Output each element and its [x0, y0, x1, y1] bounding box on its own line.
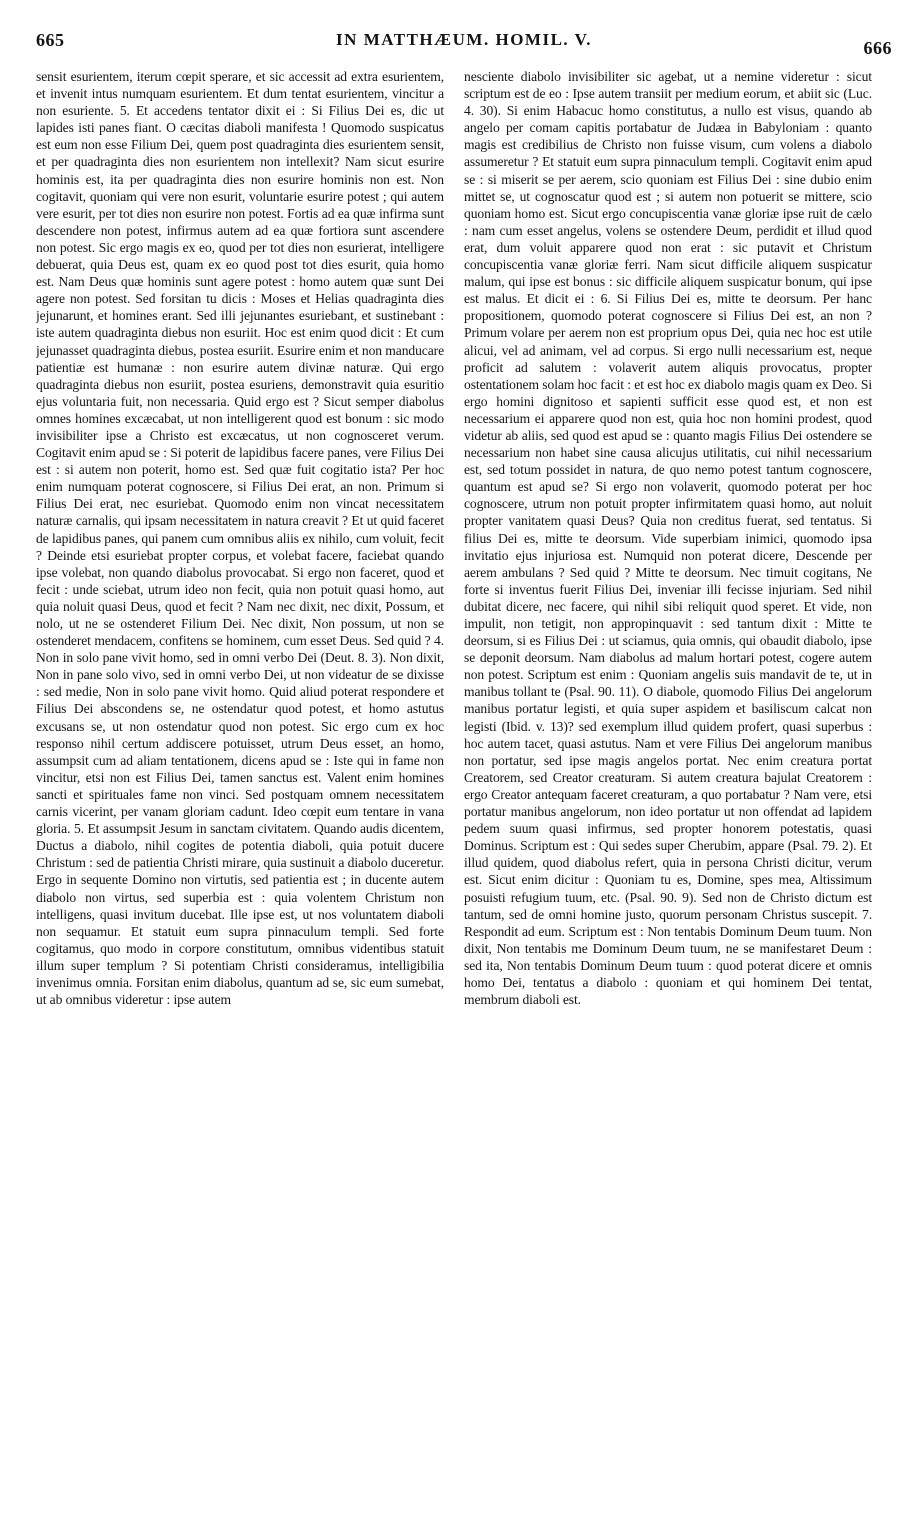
right-page-number: 666 [863, 38, 892, 58]
right-column [464, 68, 872, 1532]
left-column [36, 68, 444, 1532]
running-title: IN MATTHÆUM. HOMIL. V. [336, 30, 592, 49]
text-columns [36, 68, 892, 1532]
right-column-text: nesciente diabolo invisibiliter sic agebat, ut a nemine videretur : sicut scriptum est de eo : Ipse autem transiit per medium eorum, et abiit sic (Luc. 4. 30). Si enim Habacuc homo constitutus, a nullo est visus, quando ab angelo per comam capitis portabatur de Judæa in Babyloniam : quanto magis est credibilius de Christo non fuisse visum, cum volens a diabolo assumeretur ? Et statuit eum supra pinnaculum templi. Cogitavit enim apud se : si miserit se per aerem, scio quoniam est Filius Dei : sine dubio enim mittet se, ut cognoscatur quod est ; si autem non potuerit se mittere, scio quoniam homo est. Sicut ergo concupiscentia vanæ gloriæ ipse ruit de cælo : nam cum esset angelus, volens se ostendere Deum, perdidit et illud quod erat, dum voluit apparere quod non erat : sic putavit et Christum concupiscentia vanæ gloriæ ferri. Nam sicut difficile aliquem suspicatur malum, qui ipse est bonus : sic difficile aliquem suspicatur bonum, qui ipse est malus. Et dicit ei : 6. Si Filius Dei es, mitte te deorsum. Per hanc propositionem, quomodo poterat cognoscere si Filius Dei est, an non ? Primum volare per aerem non est proprium opus Dei, quia nec hoc est utile alicui, vel ad animam, vel ad corpus. Si ergo nulli necessarium est, neque proficit ad salutem : volaverit autem aliquis provocatus, propter ostentationem solam hoc facit : et est hoc ex diabolo magis quam ex Deo. Si ergo homini dignitoso et sapienti sufficit esse quod est, et non est necessarium ei apparere quod non est, quia hoc non homini prodest, quod videtur ab aliis, sed quod est apud se : quanto magis Filius Dei ostendere se necessarium non habet sine causa alicujus utilitatis, cui nihil necessarium est, sed totum possidet in natura, de quo nemo potest tantum cognoscere, quantum est apud se? Si ergo non volaverit, quomodo poterat per hoc cognoscere, utrum non potuit propter infirmitatem quasi homo, aut noluit propter vanitatem quasi Deus? Quia non creditus fuerat, sed tentatus. Si filius Dei es, mitte te deorsum. Vide superbiam inimici, quomodo ipsa invitatio ejus injuriosa est. Numquid non poterat dicere, Descende per aerem ambulans ? Sed quid ? Mitte te deorsum. Nec timuit cogitans, Ne forte si inventus fuerit Filius Dei, inveniar illi fecisse injuriam. Sed nihil dubitat dicere, nec facere, qui nihil sibi reliquit quod speret. Et vide, non impulit, non tetigit, non appropinquavit : sed tantum dixit : Mitte te deorsum, si es Filius Dei : ut sciamus, quia omnis, qui obaudit diabolo, ipse se deponit deorsum. Nam diabolus ad malum hortari potest, cogere autem non potest. Scriptum est enim : Quoniam angelis suis mandavit de te, ut in manibus tollant te (Psal. 90. 11). O diabole, quomodo Filius Dei angelorum manibus portatur legisti, et quia super aspidem et basiliscum calcat non legisti (Ibid. v. 13)? sed exemplum illud quidem profert, quasi superbus : hoc autem tacet, quasi astutus. Nam et vere Filius Dei angelorum manibus non portatur, sed ipse magis angelos portat. Nec enim creatura portat Creatorem, sed Creator creaturam. Si autem creatura bajulat Creatorem : ergo Creator antequam faceret creaturam, a quo portabatur ? Nam vere, etsi portatur manibus angelorum, non ideo portatur ut non offendat ad lapidem pedem suum quasi infirmus, sed propter honorem potestatis, quasi Dominus. Scriptum est : Qui sedes super Cherubim, appare (Psal. 79. 2). Et illud quidem, quod diabolus refert, quia in persona Christi dicitur, verum est. Sicut enim dicitur : Quoniam tu es, Domine, spes mea, Altissimum posuisti refugium tuum, etc. (Psal. 90. 9). Sed non de Christo dictum est tantum, sed de omni homine justo, quorum personam Christus suscepit. 7. Respondit ad eum. Scriptum est : Non tentabis Dominum Deum tuum. Non dixit, Non tentabis me Dominum Deum tuum, ne se manifestaret Deum : sed ita, Non tentabis Dominum Deum tuum : quod poterat dicere et omnis homo Dei, tentatus a diabolo : quoniam et qui hominem Dei tentat, membrum diaboli est. [464, 69, 872, 1008]
left-column-text: sensit esurientem, iterum cœpit sperare, et sic accessit ad extra esurientem, et invenit intus numquam esurientem. Et dum tentat esurientem, vincitur a non esuriente. 5. Et accedens tentator dixit ei : Si Filius Dei es, dic ut lapides isti panes fiant. O cæcitas diaboli manifesta ! Quomodo suspicatus est eum non esse Filium Dei, quem post quadraginta dies esurientem sensit, et per quadraginta dies non esurientem non intellexit? Nam sicut esurire hominis est, ita per quadraginta dies non esurire hominis non est. Non cogitavit, quoniam qui vere non esurit, voluntarie esurire potest ; qui autem vere esurit, per tot dies non esurire non potest. Fortis ad ea quæ infirma sunt descendere non potest, infirmus autem ad ea quæ fortiora sunt ascendere non potest. Sic ergo magis ex eo, quod per tot dies non esurierat, intelligere debuerat, quia Deus est, quam ex eo quod post tot dies esurit, quia homo est. Nam Deus quæ hominis sunt agere potest : homo autem quæ sunt Dei agere non potest. Sed forsitan tu dicis : Moses et Helias quadraginta dies jejunarunt, et homines erant. Sed illi jejunantes esuriebant, et sustinebant : iste autem quadraginta diebus non esuriit. Hoc est enim quod dicit : Et cum jejunasset quadraginta diebus, postea esuriit. Esurire enim et non manducare patientiæ est humanæ : non esurire autem divinæ naturæ. Qui ergo quadraginta diebus non esuriit, postea esuriens, demonstravit quia esuritio ejus voluntaria fuit, non necessaria. Quid ergo est ? Sicut semper diabolus omnes homines excæcabat, ut non intelligerent quod est bonum : sic modo invisibiliter ipse a Christo est excæcatus, ut non cognosceret verum. Cogitavit enim apud se : Si poterit de lapidibus facere panes, vere Filius Dei est : si autem non poterit, homo est. Sed quæ fuit cogitatio ista? Per hoc enim numquam poterat cognoscere, si Filius Dei erat, an non. Primum si Filius Dei erat, nec esuriebat. Quomodo enim non vincat necessitatem naturæ carnalis, qui ipsam necessitatem in natura creavit ? Et ut quid faceret de lapidibus panes, qui panem cum omnibus aliis ex nihilo, cum voluit, fecit ? Deinde etsi esuriebat propter corpus, et volebat facere, faciebat quando ipse volebat, non quando diabolus provocabat. Si ergo non faceret, quod et fecit : unde sciebat, utrum ideo non fecit, quia non potuit quasi homo, aut quia noluit quasi Deus, quod et fecit ? Nam nec dixit, nec dixit, Possum, et nolo, ut ne se ostenderet Filium Dei. Nec dixit, Non possum, ut non se ostenderet mendacem, confitens se hominem, cum esset Deus. Sed quid ? 4. Non in solo pane vivit homo, sed in omni verbo Dei (Deut. 8. 3). Non dixit, Non in pane solo vivo, sed in omni verbo Dei, ut non videatur de se dixisse : sed medie, Non in solo pane vivit homo. Quid aliud poterat respondere et Filius Dei abscondens se, ne ostendatur quod potest, et homo astutus excusans se, ut non ostendatur quod non potest. Sic ergo cum ex hoc responso nihil certum addiscere potuisset, utrum Deus esset, an homo, assumpsit cum ad aliam tentationem, dicens apud se : Iste qui in fame non vincitur, etsi non est Filius Dei, tamen sanctus est. Valent enim homines sancti et spirituales fame non vinci. Sed postquam omnem necessitatem carnis vicerint, per vanam gloriam cadunt. Ideo cœpit eum tentare in vana gloria. 5. Et assumpsit Jesum in sanctam civitatem. Quando audis dicentem, Ductus a diabolo, nihil cogites de potentia diaboli, quia potuit ducere Christum : sed de patientia Christi mirare, quia sustinuit a diabolo duceretur. Ergo in sequente Domino non virtutis, sed patientia est ; in ducente autem diabolo non virtus, sed superbia est : quia volentem Christum non intelligens, quasi invitum ducebat. Ille ipse est, ut nos voluntatem diaboli non sequamur. Et statuit eum supra pinnaculum templi. Sed forte cogitamus, quo modo in corpore constitutum, omnibus videntibus statuit illum super templum ? Si potentiam Christi consideramus, intelligibilia invenimus omnia. Forsitan enim diabolus, quantum ad se, sic eum sumebat, ut ab omnibus videretur : ipse autem [36, 69, 444, 1008]
page-header [36, 30, 892, 60]
left-page-number: 665 [36, 30, 65, 50]
